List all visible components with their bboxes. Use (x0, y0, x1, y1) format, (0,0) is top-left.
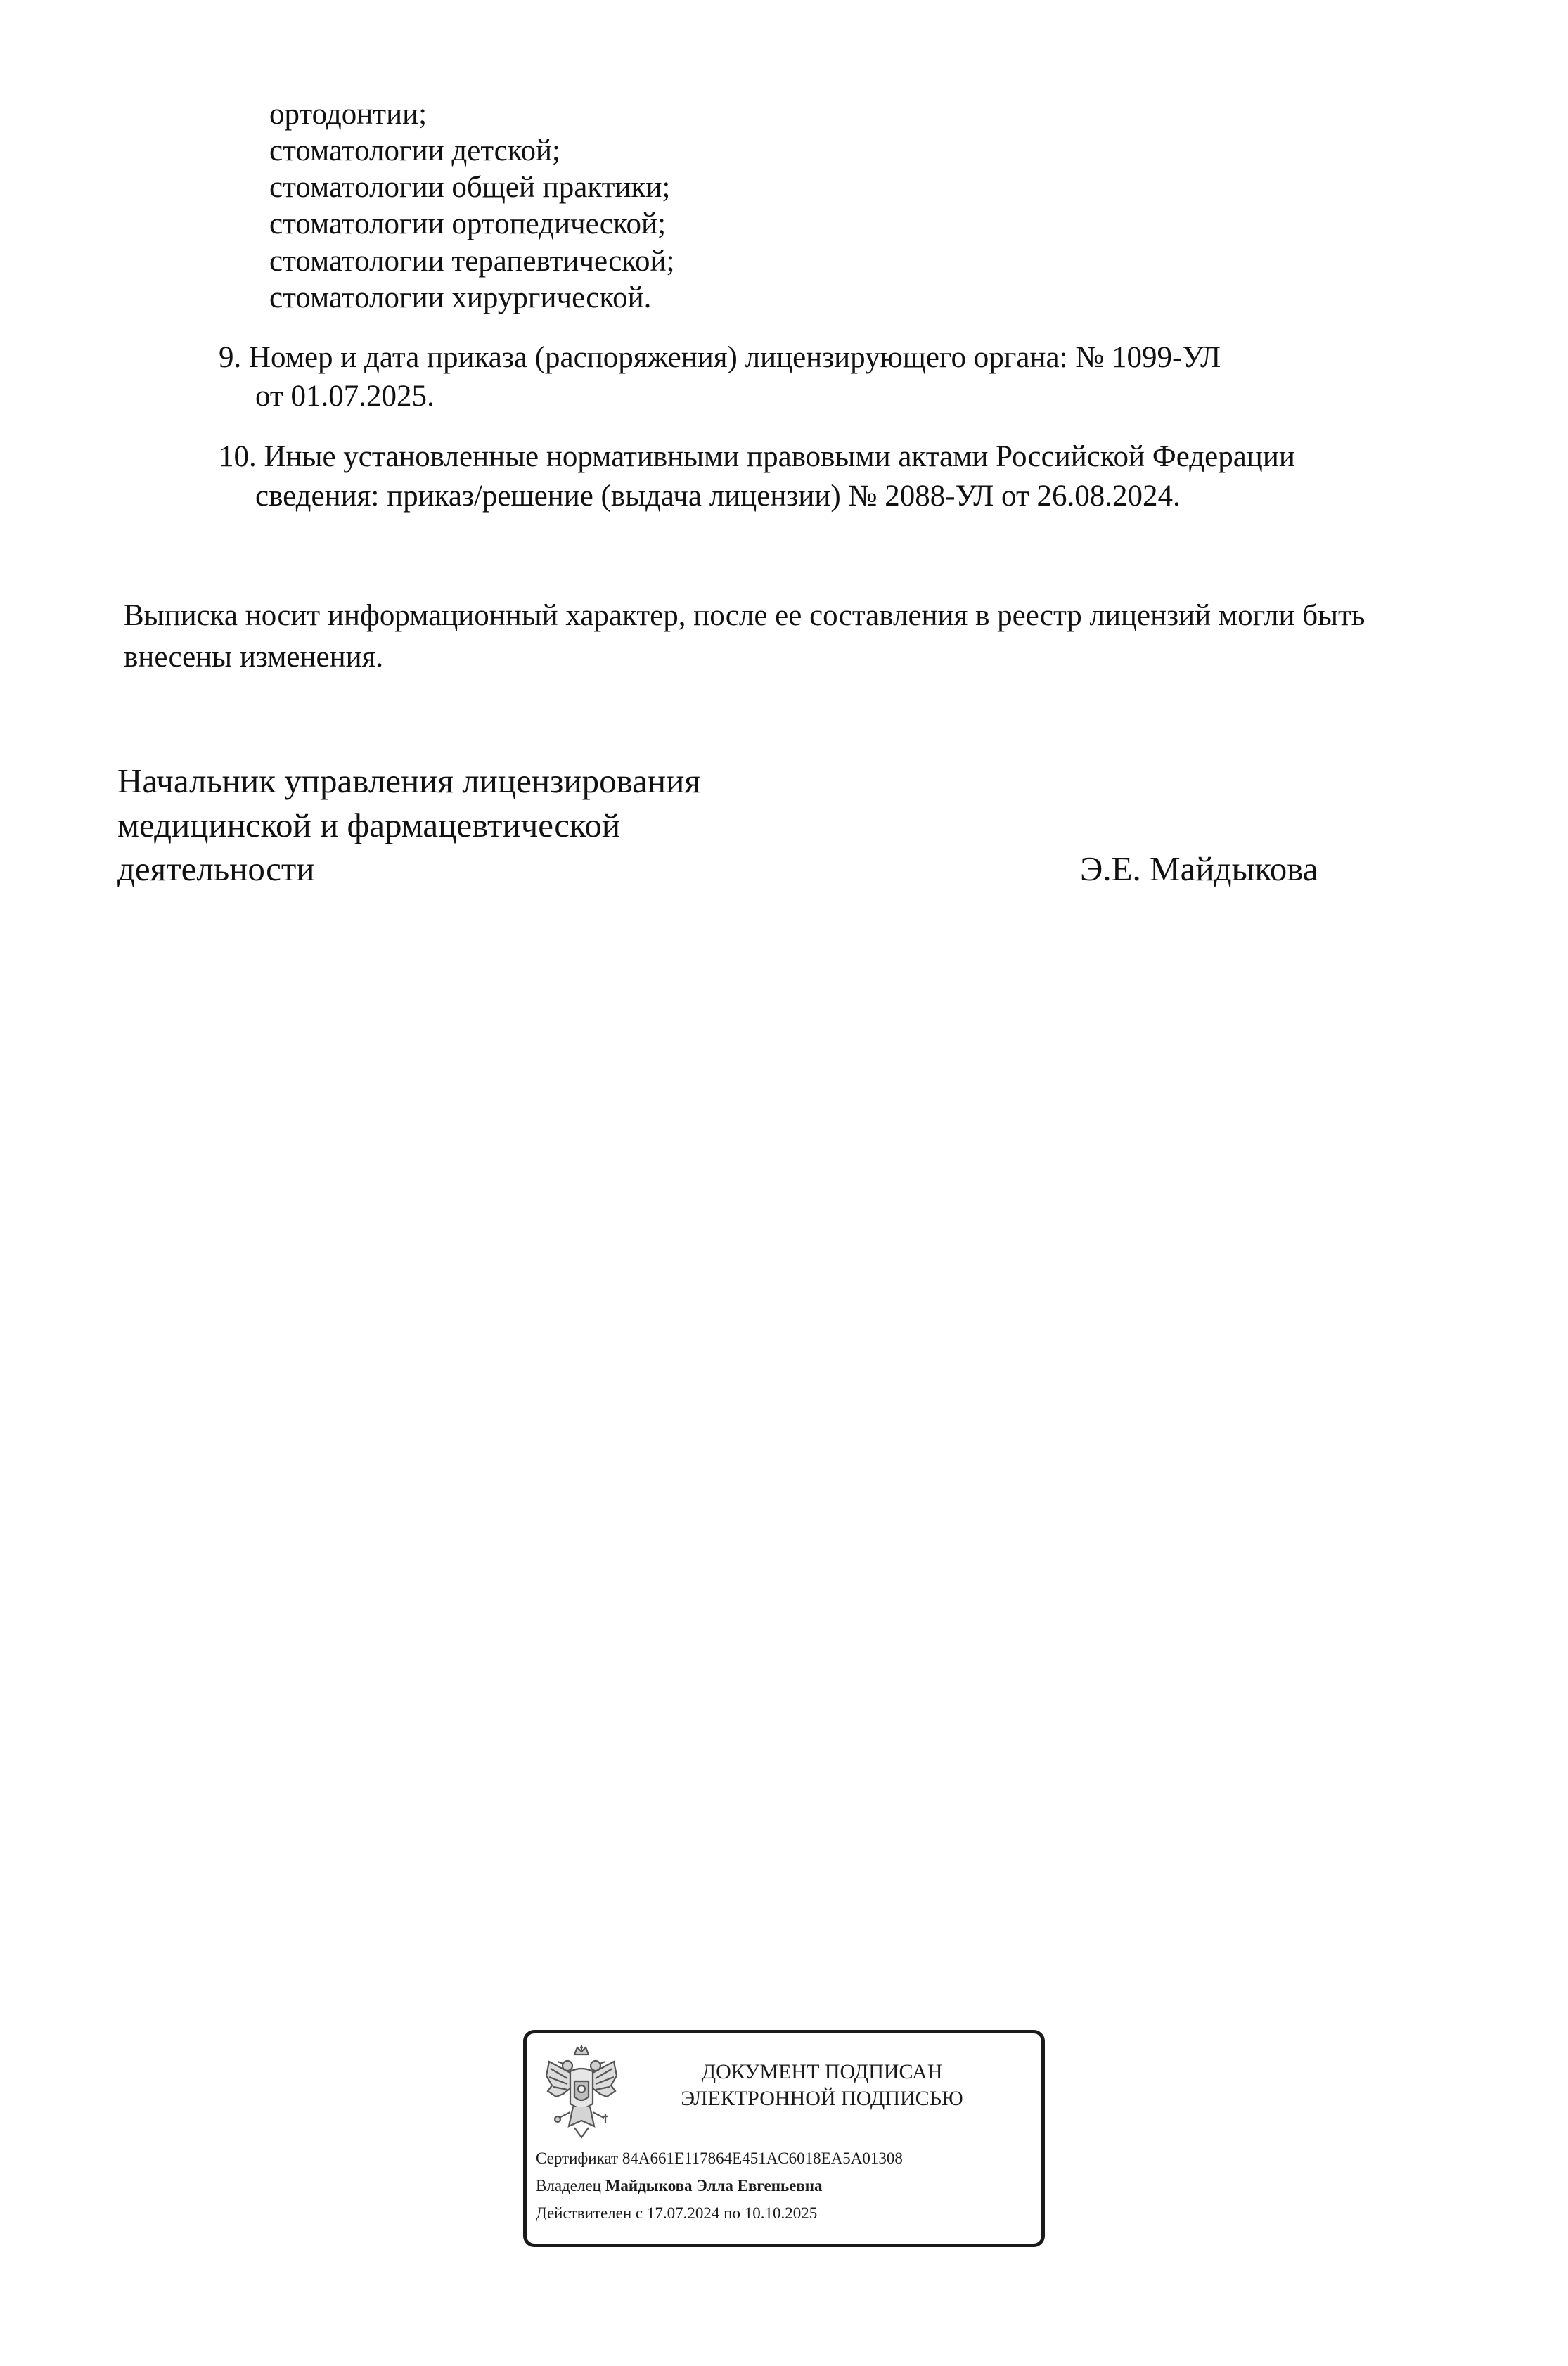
e-signature-stamp (523, 2030, 1045, 2247)
specialty-item: стоматологии хирургической. (269, 281, 652, 314)
specialty-item: стоматологии ортопедической; (269, 207, 667, 240)
item-9-line-1: 9. Номер и дата приказа (распоряжения) лицензирующего органа: № 1099-УЛ (219, 341, 1221, 374)
stamp-certificate (536, 2150, 903, 2166)
signatory-position-line-3: деятельности (117, 849, 315, 888)
stamp-heading-line-1: ДОКУМЕНТ ПОДПИСАН (701, 2060, 943, 2083)
specialty-item: ортодонтии; (269, 98, 428, 131)
specialty-item: стоматологии общей практики; (269, 171, 671, 204)
specialty-item: стоматологии детской; (269, 134, 560, 167)
stamp-validity-label: Действителен (536, 2204, 632, 2222)
stamp-owner (536, 2178, 823, 2194)
item-10-line-1: 10. Иные установленные нормативными правовыми актами Российской Федерации (219, 440, 1295, 473)
stamp-certificate-label: Сертификат (536, 2149, 619, 2167)
item-10-line-2: сведения: приказ/решение (выдача лицензии) № 2088-УЛ от 26.08.2024. (255, 480, 1181, 513)
stamp-certificate-value: 84A661E117864E451AC6018EA5A01308 (622, 2149, 903, 2167)
russian-coat-of-arms-icon (542, 2045, 621, 2142)
signatory-position-line-1: Начальник управления лицензирования (117, 761, 700, 800)
stamp-owner-value: Майдыкова Элла Евгеньевна (605, 2177, 823, 2194)
specialty-item: стоматологии терапевтической; (269, 245, 675, 278)
item-9-line-2: от 01.07.2025. (255, 380, 435, 413)
stamp-validity (536, 2205, 817, 2221)
disclaimer-line-1: Выписка носит информационный характер, после ее составления в реестр лицензий могли быть (124, 599, 1365, 632)
disclaimer-line-2: внесены изменения. (124, 641, 384, 674)
stamp-heading-line-2: ЭЛЕКТРОННОЙ ПОДПИСЬЮ (681, 2087, 963, 2110)
stamp-owner-label: Владелец (536, 2177, 601, 2194)
stamp-validity-value: с 17.07.2024 по 10.10.2025 (635, 2204, 818, 2222)
signatory-name: Э.Е. Майдыкова (1080, 849, 1318, 888)
signatory-position-line-2: медицинской и фармацевтической (117, 806, 621, 844)
